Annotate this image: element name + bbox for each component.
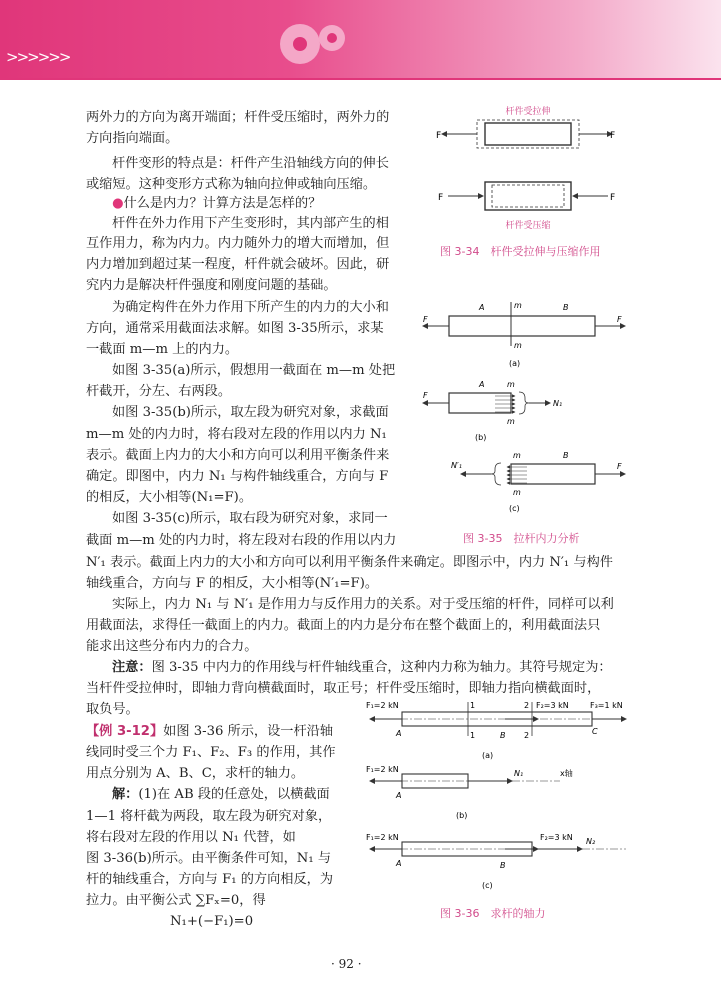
- fig335b-force: F: [423, 391, 428, 400]
- fig336c-f1: F₁=2 kN: [366, 833, 399, 842]
- paragraph-line: 当杆件受拉伸时，即轴力背向横截面时，取正号；杆件受压缩时，即轴力指向横截面时，: [86, 681, 601, 696]
- header-rule: [0, 78, 721, 80]
- paragraph-line: 用点分别为 A、B、C，求杆的轴力。: [86, 766, 305, 781]
- fig335a-point-a: A: [479, 303, 485, 312]
- fig334-top-label: 杆件受拉伸: [505, 107, 551, 117]
- fig336a-f3: F₃=1 kN: [590, 701, 623, 710]
- equation: N₁+(−F₁)=0: [170, 914, 254, 929]
- fig334-caption: 图 3-34 杆件受拉伸与压缩作用: [440, 245, 601, 258]
- fig335c-point-b: B: [563, 451, 569, 460]
- fig334-force-right: F: [610, 131, 616, 141]
- figure-3-34: [430, 98, 620, 238]
- paragraph-line: 拉力。由平衡公式 ∑Fₓ=0，得: [86, 893, 266, 908]
- example-text: 如图 3-36 所示，设一杆沿轴: [163, 724, 334, 739]
- paragraph-line: 确定。即图中，内力 N₁ 与构件轴线重合，方向与 F: [86, 469, 389, 484]
- fig335a-point-b: B: [563, 303, 569, 312]
- paragraph-line: 如图 3-35(b)所示，取左段为研究对象，求截面: [112, 405, 389, 420]
- fig336-sub-a: (a): [482, 751, 494, 760]
- fig335b-section-top: m: [507, 380, 515, 389]
- fig336a-point-a: A: [396, 729, 402, 738]
- fig336c-point-b: B: [500, 861, 506, 870]
- fig335a-bar: [449, 316, 595, 336]
- fig336c-f2: F₂=3 kN: [540, 833, 573, 842]
- fig335c-section-bottom: m: [513, 488, 521, 497]
- paragraph-line: 为确定构件在外力作用下所产生的内力的大小和: [112, 300, 389, 315]
- fig336b-n1: N₁: [514, 769, 524, 778]
- solution-text: (1)在 AB 段的任意处，以横截面: [138, 787, 330, 802]
- paragraph-line: 表示。截面上内力的大小和方向可以利用平衡条件来: [86, 448, 390, 463]
- fig336a-point-c: C: [592, 727, 598, 736]
- paragraph-line: 的相反，大小相等(N₁=F)。: [86, 490, 253, 505]
- bullet-icon: ●: [112, 196, 124, 211]
- gear-icon: [270, 12, 360, 74]
- paragraph-line: 如图 3-35(a)所示，假想用一截面在 m—m 处把: [112, 363, 396, 378]
- example-label: 【例 3-12】: [86, 724, 164, 739]
- paragraph-line: 或缩短。这种变形方式称为轴向拉伸或轴向压缩。: [86, 177, 377, 192]
- fig335c-force: F: [617, 462, 622, 471]
- paragraph-line: 图 3-36(b)所示。由平衡条件可知，N₁ 与: [86, 851, 332, 866]
- fig335c-section-top: m: [513, 451, 521, 460]
- fig334-bottom-label: 杆件受压缩: [505, 221, 551, 231]
- solution-line: [112, 784, 330, 805]
- fig335a-section-top: m: [514, 301, 522, 310]
- fig336a-sec2-bottom: 2: [524, 731, 530, 740]
- fig335c-internal-force: N′₁: [451, 461, 463, 470]
- paragraph-line: 杆的轴线重合，方向与 F₁ 的方向相反，为: [86, 872, 334, 887]
- note-text: 图 3-35 中内力的作用线与杆件轴线重合，这种内力称为轴力。其符号规定为：: [151, 660, 612, 675]
- fig335-sub-c: (c): [509, 504, 520, 513]
- paragraph-line: 取负号。: [86, 702, 139, 717]
- question-text: 什么是内力？计算方法是怎样的？: [123, 196, 322, 211]
- header-chevrons: >>>>>>: [6, 48, 70, 66]
- fig334-bar-tension: [485, 123, 571, 145]
- paragraph-line: 如图 3-35(c)所示，取右段为研究对象，求同一: [112, 511, 388, 526]
- fig335b-internal-force: N₁: [553, 399, 563, 408]
- paragraph-line: 实际上，内力 N₁ 与 N′₁ 是作用力与反作用力的关系。对于受压缩的杆件，同样可以利: [112, 597, 614, 612]
- fig335a-force-right: F: [617, 315, 622, 324]
- fig336b-x-axis: x轴: [560, 769, 573, 778]
- fig336a-sec2-top: 2: [524, 701, 530, 710]
- paragraph-line: 方向，通常采用截面法求解。如图 3-35所示，求某: [86, 321, 384, 336]
- fig336a-f2: F₂=3 kN: [536, 701, 569, 710]
- note-label: 注意：: [112, 660, 152, 675]
- fig335-caption: 图 3-35 拉杆内力分析: [463, 532, 580, 545]
- paragraph-line: N′₁ 表示。截面上内力的大小和方向可以利用平衡条件来确定。即图示中，内力 N′₁ 与构件: [86, 555, 613, 570]
- paragraph-line: 能求出这些分布内力的合力。: [86, 639, 258, 654]
- fig335a-section-bottom: m: [514, 341, 522, 350]
- paragraph-line: 杆截开，分左、右两段。: [86, 384, 232, 399]
- fig336c-n2: N₂: [586, 837, 596, 846]
- figure-3-36: [360, 694, 640, 904]
- paragraph-line: 一截面 m—m 上的内力。: [86, 342, 239, 357]
- question-line: [112, 193, 321, 214]
- note-line: [112, 657, 612, 678]
- fig335a-force-left: F: [423, 315, 428, 324]
- fig336c-point-a: A: [396, 859, 402, 868]
- paragraph-line: 线同时受三个力 F₁、F₂、F₃ 的作用，其作: [86, 745, 336, 760]
- fig335-sub-b: (b): [475, 433, 487, 442]
- paragraph-line: 1—1 将杆截为两段，取左段为研究对象，: [86, 809, 332, 824]
- paragraph-line: 用截面法，求得任一截面上的内力。截面上的内力是分布在整个截面上的，利用截面法只: [86, 618, 601, 633]
- fig334-force-left: F: [436, 131, 442, 141]
- fig336-sub-b: (b): [456, 811, 468, 820]
- fig336-sub-c: (c): [482, 881, 493, 890]
- figure-3-35: [415, 296, 635, 516]
- fig336b-point-a: A: [396, 791, 402, 800]
- fig334-force-right-b: F: [610, 193, 616, 203]
- fig335-sub-a: (a): [509, 359, 521, 368]
- fig334-bar-compression: [485, 182, 571, 210]
- example-line: [86, 721, 333, 742]
- paragraph-line: 将右段对左段的作用以 N₁ 代替，如: [86, 830, 296, 845]
- paragraph-line: m—m 处的内力时，将右段对左段的作用以内力 N₁: [86, 427, 387, 442]
- paragraph-line: 截面 m—m 处的内力时，将左段对右段的作用以内力: [86, 533, 397, 548]
- fig336a-point-b: B: [500, 731, 506, 740]
- fig336a-sec1-top: 1: [470, 701, 476, 710]
- paragraph-line: 杆件在外力作用下产生变形时，其内部产生的相: [112, 216, 389, 231]
- paragraph-line: 究内力是解决杆件强度和刚度问题的基础。: [86, 278, 337, 293]
- page-number: · 92 ·: [331, 957, 362, 971]
- fig336-caption: 图 3-36 求杆的轴力: [440, 907, 546, 920]
- paragraph-line: 杆件变形的特点是：杆件产生沿轴线方向的伸长: [112, 156, 389, 171]
- paragraph-line: 互作用力，称为内力。内力随外力的增大而增加，但: [86, 236, 390, 251]
- fig335b-section-bottom: m: [507, 417, 515, 426]
- paragraph-line: 方向指向端面。: [86, 131, 179, 146]
- solution-label: 解：: [112, 787, 139, 802]
- paragraph-line: 轴线重合，方向与 F 的相反，大小相等(N′₁=F)。: [86, 576, 379, 591]
- fig334-force-left-b: F: [438, 193, 444, 203]
- fig336b-f1: F₁=2 kN: [366, 765, 399, 774]
- fig335b-point-a: A: [479, 380, 485, 389]
- paragraph-line: 内力增加到超过某一程度，杆件就会破坏。因此，研: [86, 257, 390, 272]
- paragraph-line: 两外力的方向为离开端面；杆件受压缩时，两外力的: [86, 110, 390, 125]
- fig334-bar-deformed: [477, 120, 579, 148]
- fig336a-sec1-bottom: 1: [470, 731, 476, 740]
- fig336a-f1: F₁=2 kN: [366, 701, 399, 710]
- page-header-banner: [0, 0, 721, 78]
